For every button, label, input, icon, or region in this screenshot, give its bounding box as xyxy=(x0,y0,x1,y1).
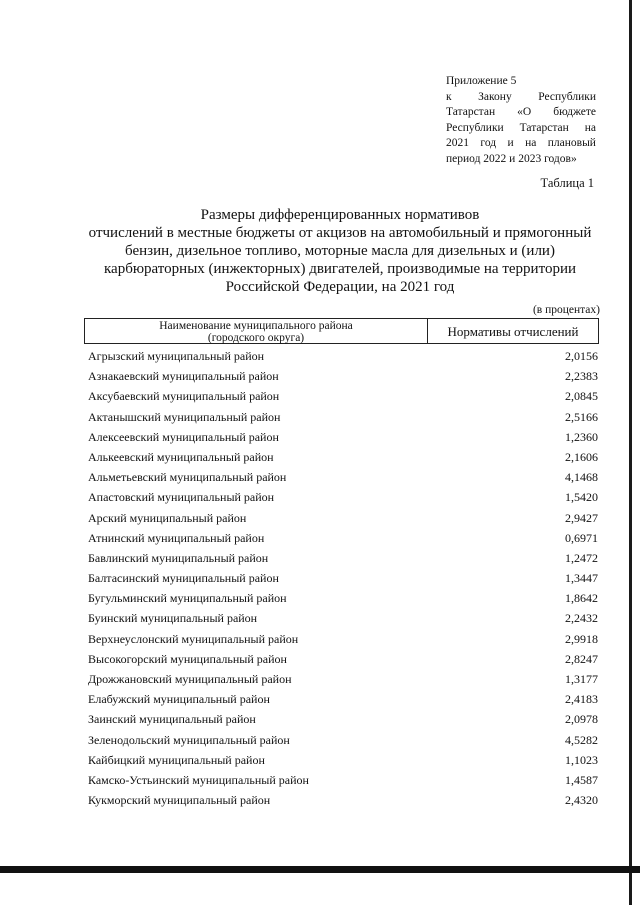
district-name: Агрызский муниципальный район xyxy=(88,349,265,363)
deduction-rate: 1,5420 xyxy=(565,490,598,505)
district-name: Балтасинский муниципальный район xyxy=(88,571,279,586)
table-header xyxy=(84,318,599,344)
units-note: (в процентах) xyxy=(532,304,600,316)
column-header-name-line1: Наименование муниципального района xyxy=(159,320,353,332)
district-name: Альметьевский муниципальный район xyxy=(88,470,287,485)
district-name: Бугульминский муниципальный район xyxy=(88,591,287,606)
table-row xyxy=(88,407,598,427)
appendix-word: год xyxy=(480,137,497,149)
district-name: Алексеевский муниципальный район xyxy=(88,429,279,444)
table-row xyxy=(88,649,598,669)
appendix-word: Татарстан xyxy=(446,106,496,118)
district-name: Елабужский муниципальный район xyxy=(88,692,270,707)
appendix-line xyxy=(446,152,596,168)
district-name: Дрожжановский муниципальный район xyxy=(88,672,292,686)
appendix-line xyxy=(446,90,596,106)
table-row xyxy=(88,750,598,770)
deduction-rate: 2,0845 xyxy=(565,389,598,404)
district-name: Заинский муниципальный район xyxy=(88,712,256,727)
column-header-value: Нормативы отчислений xyxy=(447,324,579,339)
table-row xyxy=(88,588,598,608)
table-row xyxy=(88,790,598,810)
appendix-word: Татарстан xyxy=(519,121,569,134)
deduction-rate: 1,2472 xyxy=(565,550,598,565)
district-name: Атнинский муниципальный район xyxy=(88,530,265,545)
deduction-rate: 1,4587 xyxy=(565,772,598,787)
table-row xyxy=(88,346,598,366)
deduction-rate: 2,2383 xyxy=(565,369,598,384)
district-name: Кукморский муниципальный район xyxy=(88,793,271,808)
district-name: Арский муниципальный район xyxy=(88,510,247,525)
table-row xyxy=(88,669,598,689)
deduction-rate: 2,8247 xyxy=(565,651,598,666)
appendix-word: Республики xyxy=(538,90,596,103)
appendix-word: период 2022 и 2023 годов» xyxy=(446,152,577,165)
appendix-word: Республики xyxy=(446,121,504,134)
district-name: Буинский муниципальный район xyxy=(88,611,258,626)
table-row xyxy=(88,386,598,406)
scan-edge-bottom xyxy=(0,866,640,873)
table-row xyxy=(88,629,598,649)
deduction-rate: 2,4183 xyxy=(565,692,598,707)
table-row xyxy=(88,689,598,709)
table-row xyxy=(88,709,598,729)
district-name: Бавлинский муниципальный район xyxy=(88,550,269,565)
district-name: Высокогорский муниципальный район xyxy=(88,651,287,666)
title-line: Размеры дифференцированных нормативов xyxy=(200,207,480,223)
appendix-word: «О xyxy=(517,106,532,118)
deduction-rate: 0,6971 xyxy=(565,530,598,545)
district-name: Актанышский муниципальный район xyxy=(88,409,281,424)
district-name: Кайбицкий муниципальный район xyxy=(88,752,265,767)
table-row xyxy=(88,487,598,507)
appendix-line xyxy=(446,136,596,152)
column-header-name-line2: (городского округа) xyxy=(207,332,305,344)
table-row xyxy=(88,467,598,487)
deduction-rate: 1,3447 xyxy=(565,571,598,586)
deduction-rate: 2,9918 xyxy=(565,631,598,646)
appendix-word: плановый xyxy=(547,137,596,149)
title-line: карбюраторных (инжекторных) двигателей, производимые на территории xyxy=(103,261,576,277)
appendix-word: 2021 xyxy=(446,137,469,149)
district-name: Зеленодольский муниципальный район xyxy=(88,732,290,747)
district-name: Апастовский муниципальный район xyxy=(88,490,275,505)
appendix-word: Закону xyxy=(478,90,512,103)
appendix-word: на xyxy=(525,137,537,149)
appendix-note xyxy=(446,74,596,167)
table-row xyxy=(88,427,598,447)
deduction-rate: 2,5166 xyxy=(565,409,598,424)
appendix-word: бюджете xyxy=(553,106,596,118)
appendix-word: к xyxy=(446,90,452,103)
table-row xyxy=(88,608,598,628)
table-label: Таблица 1 xyxy=(540,176,594,190)
appendix-line xyxy=(446,105,596,121)
district-name: Верхнеуслонский муниципальный район xyxy=(88,631,299,646)
district-name: Аксубаевский муниципальный район xyxy=(88,389,280,404)
column-header-name xyxy=(85,319,428,343)
district-name: Алькеевский муниципальный район xyxy=(88,449,274,464)
document-title xyxy=(80,206,600,296)
appendix-word: и xyxy=(507,137,514,149)
title-line: Российской Федерации, на 2021 год xyxy=(225,279,455,295)
deduction-rate: 1,8642 xyxy=(565,591,598,606)
table-row xyxy=(88,447,598,467)
table-row xyxy=(88,508,598,528)
deduction-rate: 2,1606 xyxy=(565,449,598,464)
district-name: Камско-Устьинский муниципальный район xyxy=(88,772,309,787)
deduction-rate: 1,3177 xyxy=(565,672,598,686)
district-name: Азнакаевский муниципальный район xyxy=(88,369,279,384)
table-row xyxy=(88,568,598,588)
deduction-rate: 2,2432 xyxy=(565,611,598,626)
scan-edge-right xyxy=(629,0,632,905)
table-row xyxy=(88,366,598,386)
appendix-word: Приложение 5 xyxy=(446,75,517,87)
appendix-word: на xyxy=(584,121,596,134)
table-row xyxy=(88,770,598,790)
table-row xyxy=(88,730,598,750)
table-body xyxy=(88,346,598,810)
title-line: бензин, дизельное топливо, моторные масла для дизельных и (или) xyxy=(125,243,555,259)
deduction-rate: 2,0978 xyxy=(565,712,598,727)
deduction-rate: 4,1468 xyxy=(565,470,598,485)
deduction-rate: 4,5282 xyxy=(565,732,598,747)
appendix-line xyxy=(446,121,596,137)
deduction-rate: 1,2360 xyxy=(565,429,598,444)
table-row xyxy=(88,548,598,568)
deduction-rate: 2,4320 xyxy=(565,793,598,808)
deduction-rate: 1,1023 xyxy=(565,752,598,767)
deduction-rate: 2,9427 xyxy=(565,510,598,525)
appendix-line xyxy=(446,74,596,90)
table-row xyxy=(88,528,598,548)
title-line: отчислений в местные бюджеты от акцизов на автомобильный и прямогонный xyxy=(88,225,592,241)
deduction-rate: 2,0156 xyxy=(565,349,598,363)
